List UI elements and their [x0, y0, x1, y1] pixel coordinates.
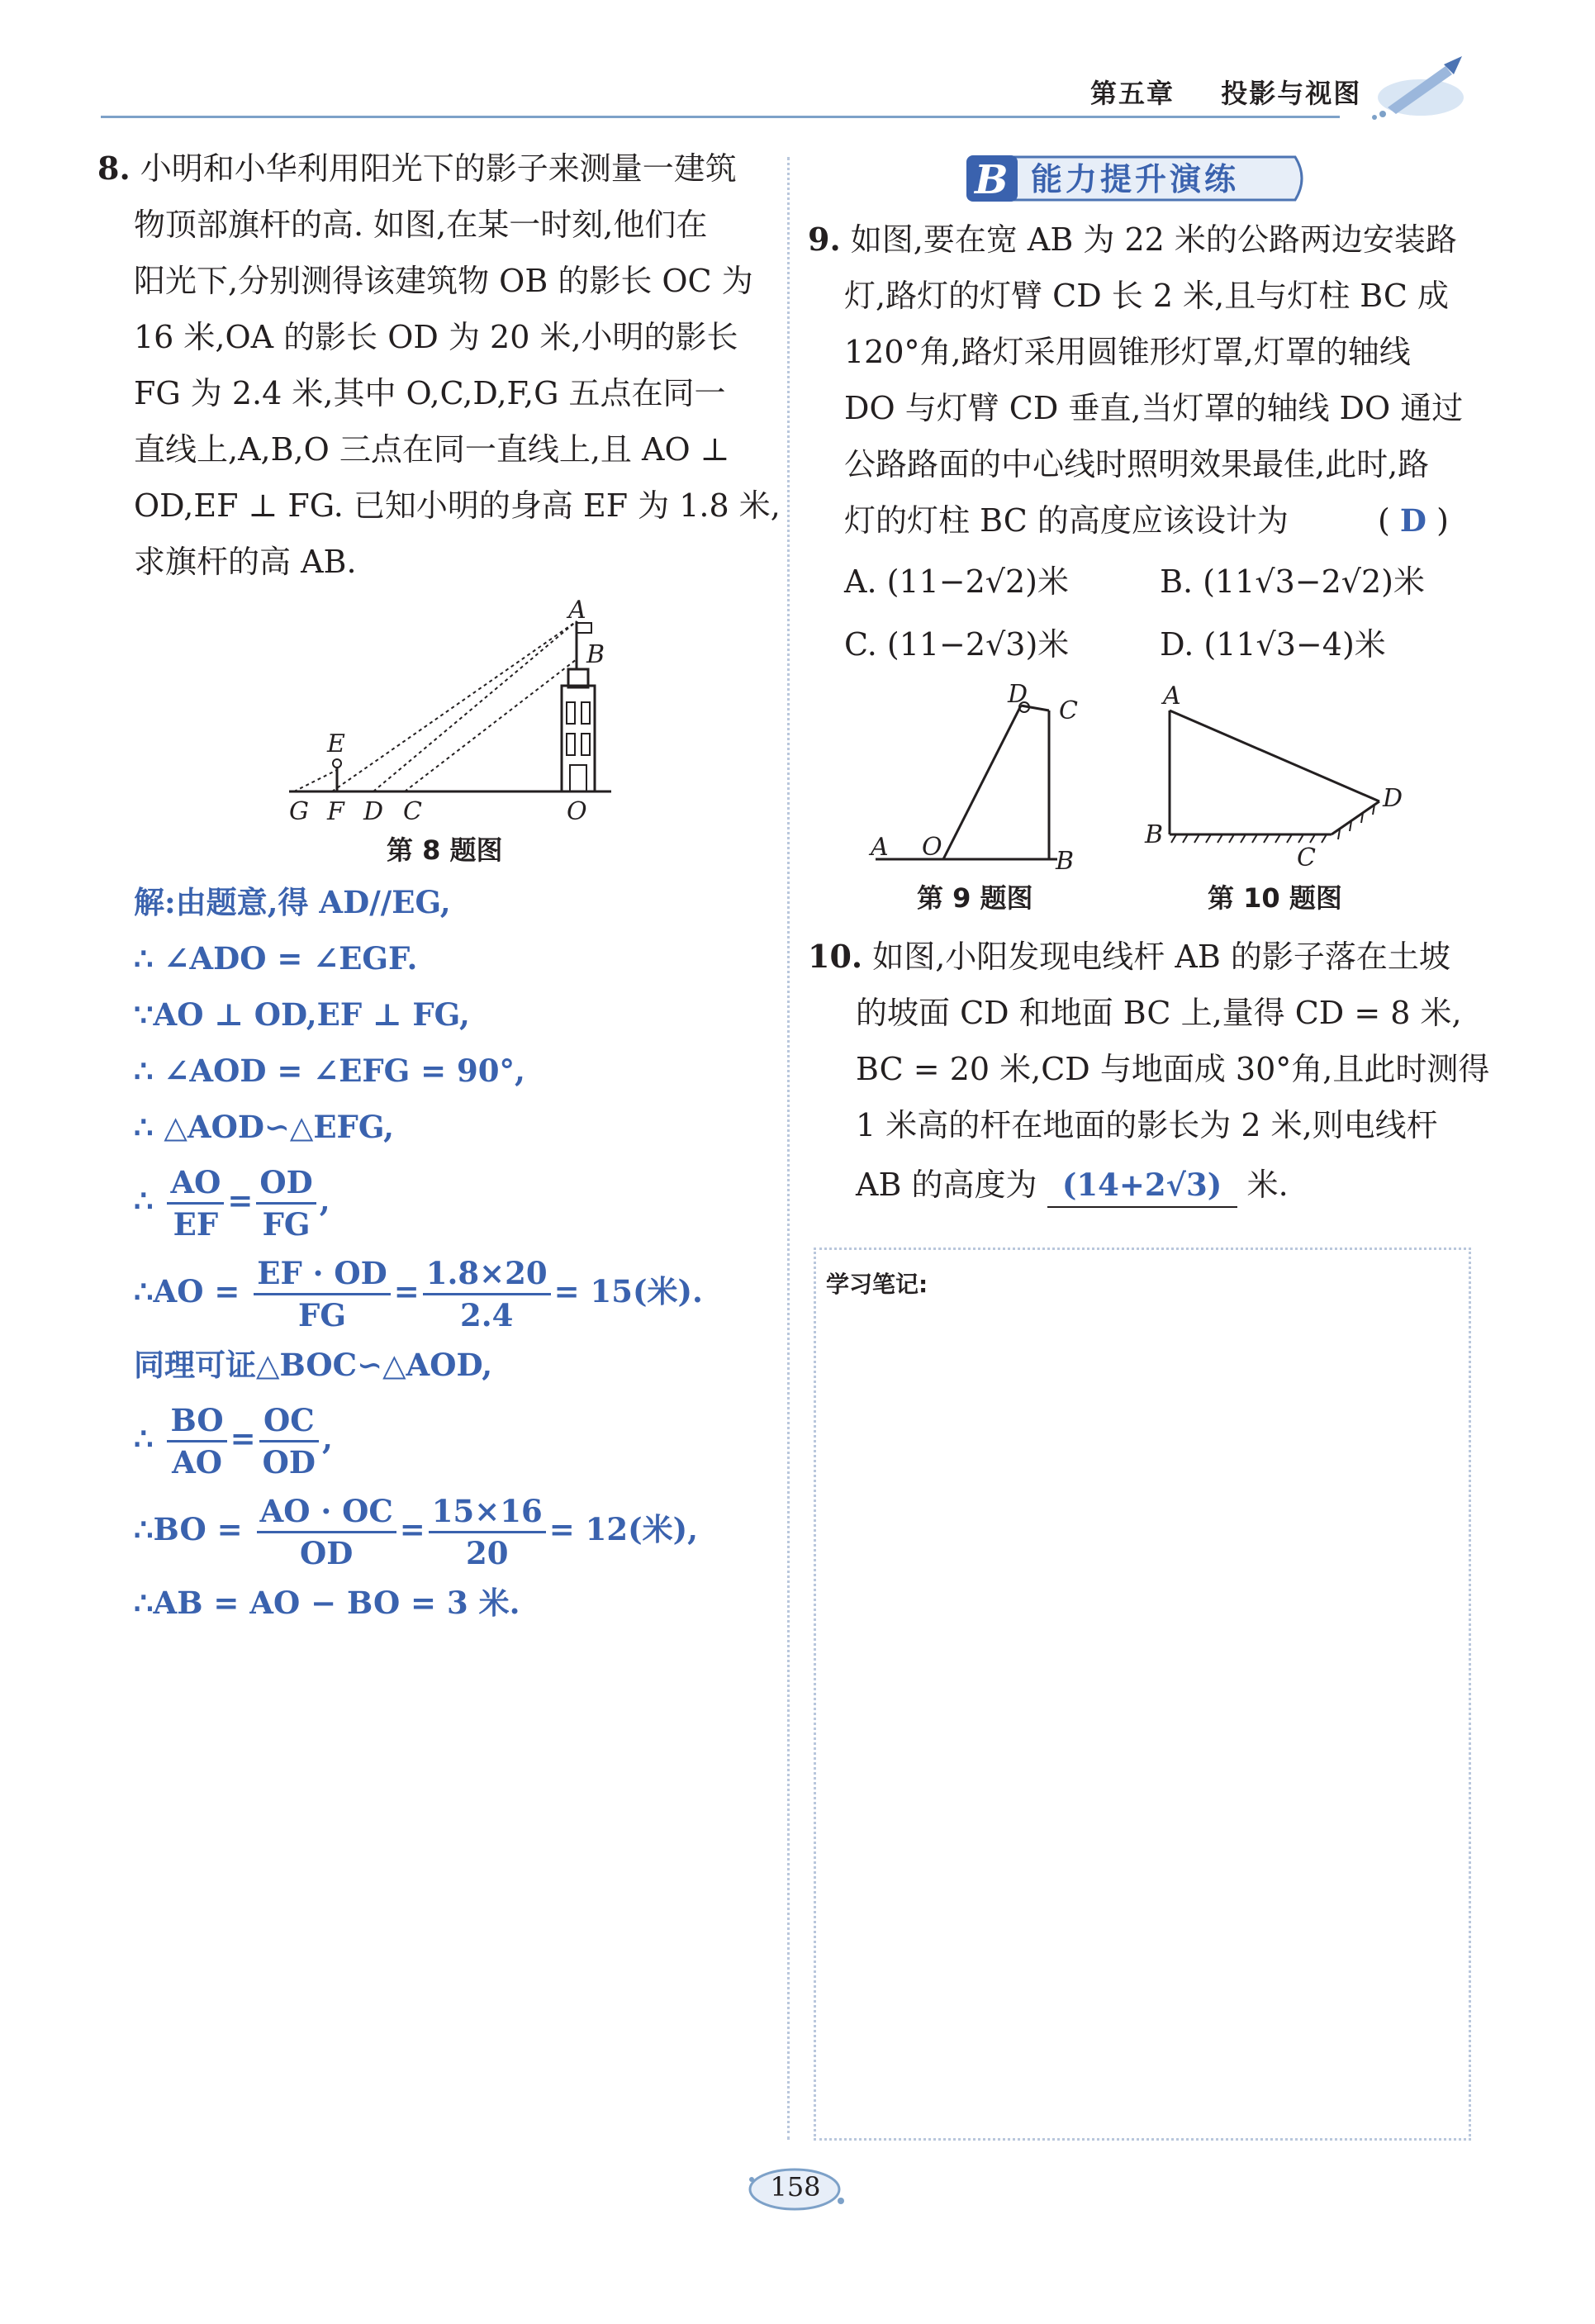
- sol-line-6: ∴ $\frac{AO}{EF}$ = $\frac{OD}{FG}$ ,: [134, 1164, 330, 1243]
- sol-line-9: ∴ $\frac{BO}{AO}$ = $\frac{OC}{OD}$ ,: [134, 1402, 333, 1480]
- fig10-label-A: A: [1163, 682, 1181, 711]
- q10-line-5: AB 的高度为 (14+2√3) 米.: [808, 1157, 1485, 1213]
- fig8-label-F: F: [327, 797, 344, 826]
- q9-line-3: 120°角,路灯采用圆锥形灯罩,灯罩的轴线: [844, 334, 1411, 370]
- q8-line-4: 16 米,OA 的影长 OD 为 20 米,小明的影长: [134, 319, 738, 355]
- sol-line-8: 同理可证△BOC∽△AOD,: [134, 1347, 493, 1383]
- q10-line-4: 1 米高的杆在地面的影长为 2 米,则电线杆: [856, 1107, 1438, 1143]
- study-notes-label: 学习笔记:: [826, 1271, 928, 1298]
- fig9-label-A: A: [871, 833, 889, 862]
- q8-line-3: 阳光下,分别测得该建筑物 OB 的影长 OC 为: [134, 263, 753, 299]
- figure-9: [859, 677, 1090, 876]
- fig9-label-O: O: [922, 833, 942, 862]
- q9-option-b: B. (11√3−2√2)米: [1160, 563, 1425, 600]
- fig9-label-D: D: [1008, 680, 1028, 709]
- question-10: [808, 929, 1490, 1213]
- figure-8-caption: 第 8 题图: [387, 834, 503, 866]
- sol-line-10: ∴BO = $\frac{AO \cdot OC}{OD}$ = $\frac{15\times 16}{20}$ = 12(米),: [134, 1493, 699, 1571]
- q8-line-8: 求旗杆的高 AB.: [134, 544, 357, 580]
- section-badge: [965, 152, 1312, 205]
- q8-line-2: 物顶部旗杆的高. 如图,在某一时刻,他们在: [134, 207, 708, 243]
- sol-line-4: ∴ ∠AOD = ∠EFG = 90°,: [134, 1053, 525, 1089]
- q8-line-5: FG 为 2.4 米,其中 O,C,D,F,G 五点在同一: [134, 375, 726, 411]
- q10-number: 10.: [808, 938, 863, 975]
- fig8-label-O: O: [567, 797, 587, 826]
- sol-line-5: ∴ △AOD∽△EFG,: [134, 1109, 394, 1145]
- q9-option-d: D. (11√3−4)米: [1160, 626, 1386, 663]
- q9-line-2: 灯,路灯的灯臂 CD 长 2 米,且与灯柱 BC 成: [844, 278, 1450, 314]
- q9-line-6: 灯的灯柱 BC 的高度应该设计为 ( D ): [844, 502, 1449, 539]
- q9-line-1: 9. 如图,要在宽 AB 为 22 米的公路两边安装路: [808, 221, 1457, 258]
- section-title: 能力提升演练: [1031, 161, 1240, 197]
- sol-line-7: ∴AO = $\frac{EF \cdot OD}{FG}$ = $\frac{1.8\times 20}{2.4}$ = 15(米).: [134, 1255, 703, 1333]
- fig8-label-D: D: [363, 797, 384, 826]
- q10-answer: (14+2√3): [1047, 1163, 1237, 1208]
- sol-line-3: ∵AO ⊥ OD,EF ⊥ FG,: [134, 996, 470, 1033]
- question-8: [97, 140, 781, 590]
- pen-book-icon: [1371, 50, 1470, 124]
- chapter-title: 投影与视图: [1221, 78, 1362, 109]
- fig8-label-G: G: [289, 797, 309, 826]
- fig9-label-C: C: [1059, 696, 1078, 725]
- fig10-label-B: B: [1145, 820, 1164, 849]
- chapter-number: 第五章: [1090, 78, 1175, 109]
- q8-line-7: OD,EF ⊥ FG. 已知小明的身高 EF 为 1.8 米,: [134, 487, 781, 524]
- fig10-label-D: D: [1383, 784, 1403, 813]
- section-letter: B: [975, 157, 1009, 203]
- column-divider: [787, 157, 790, 2140]
- q8-line-6: 直线上,A,B,O 三点在同一直线上,且 AO ⊥: [134, 431, 730, 468]
- q9-option-a: A. (11−2√2)米: [844, 563, 1070, 600]
- question-9: [808, 211, 1485, 672]
- fig10-label-C: C: [1297, 844, 1316, 872]
- study-notes-box[interactable]: [814, 1248, 1471, 2141]
- q9-number: 9.: [808, 221, 841, 258]
- q9-line-4: DO 与灯臂 CD 垂直,当灯罩的轴线 DO 通过: [844, 390, 1464, 426]
- chapter-header: [1090, 73, 1361, 111]
- q9-answer: D: [1399, 502, 1426, 539]
- figure-10-caption: 第 10 题图: [1208, 882, 1342, 914]
- q9-options-row-1: [808, 554, 1485, 610]
- figure-8: [281, 595, 628, 834]
- fig8-label-C: C: [403, 797, 422, 826]
- fig9-label-B: B: [1056, 847, 1075, 876]
- page-number: 158: [770, 2171, 821, 2203]
- figure-10: [1140, 677, 1412, 876]
- q9-options-row-2: [808, 616, 1485, 672]
- solution: [134, 874, 762, 1631]
- sol-line-11: ∴AB = AO − BO = 3 米.: [134, 1585, 520, 1621]
- sol-line-2: ∴ ∠ADO = ∠EGF.: [134, 940, 418, 977]
- q10-line-1: 10. 如图,小阳发现电线杆 AB 的影子落在土坡: [808, 938, 1450, 975]
- q9-line-5: 公路路面的中心线时照明效果最佳,此时,路: [844, 446, 1430, 482]
- q9-option-c: C. (11−2√3)米: [844, 626, 1070, 663]
- sol-line-1: 解:由题意,得 AD//EG,: [134, 884, 451, 920]
- figure-9-caption: 第 9 题图: [917, 882, 1033, 914]
- fig8-label-A: A: [568, 596, 586, 625]
- q8-line-1: 8. 小明和小华利用阳光下的影子来测量一建筑: [97, 150, 737, 187]
- q10-line-3: BC = 20 米,CD 与地面成 30°角,且此时测得: [856, 1051, 1490, 1087]
- header-rule: [101, 116, 1340, 118]
- fig8-label-B: B: [586, 640, 605, 669]
- q10-line-2: 的坡面 CD 和地面 BC 上,量得 CD = 8 米,: [856, 995, 1462, 1031]
- fig8-label-E: E: [327, 730, 345, 758]
- q8-number: 8.: [97, 150, 131, 187]
